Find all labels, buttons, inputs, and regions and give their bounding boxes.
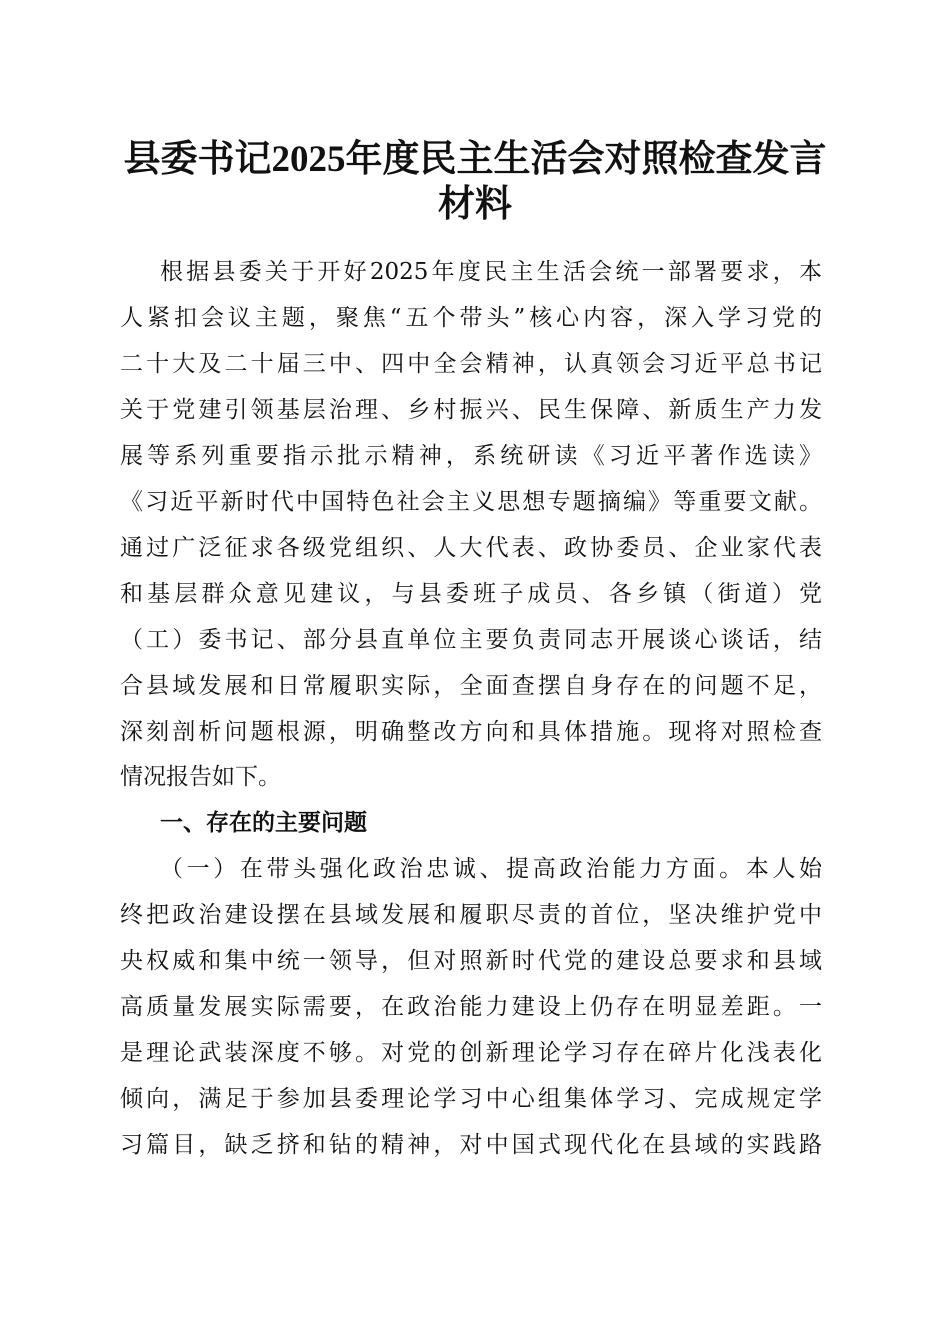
paragraph-line: 和基层群众意见建议，与县委班子成员、各乡镇（街道）党 [120, 580, 822, 607]
paragraph-line: 《习近平新时代中国特色社会主义思想专题摘编》等重要文献。 [120, 488, 822, 515]
paragraph-line: （一）在带头强化政治忠诚、提高政治能力方面。本人始 [160, 856, 822, 883]
section-heading: 一、存在的主要问题 [160, 810, 367, 837]
paragraph-line: 习篇目，缺乏挤和钻的精神，对中国式现代化在县域的实践路 [120, 1132, 822, 1159]
paragraph-line: 央权威和集中统一领导，但对照新时代党的建设总要求和县域 [120, 948, 822, 975]
paragraph-line: 二十大及二十届三中、四中全会精神，认真领会习近平总书记 [120, 350, 822, 377]
paragraph-line: 是理论武装深度不够。对党的创新理论学习存在碎片化浅表化 [120, 1040, 822, 1067]
paragraph-line: 展等系列重要指示批示精神，系统研读《习近平著作选读》 [120, 442, 822, 469]
document-title-line-2: 材料 [438, 184, 512, 225]
paragraph-line: 人紧扣会议主题，聚焦“五个带头”核心内容，深入学习党的 [120, 304, 822, 331]
paragraph-line: 合县域发展和日常履职实际，全面查摆自身存在的问题不足， [120, 672, 822, 699]
paragraph-line: 终把政治建设摆在县域发展和履职尽责的首位，坚决维护党中 [120, 902, 822, 929]
document-title-line-1: 县委书记2025年度民主生活会对照检查发言 [123, 139, 827, 180]
paragraph-line: 根据县委关于开好2025年度民主生活会统一部署要求，本 [160, 259, 822, 285]
paragraph-line: 通过广泛征求各级党组织、人大代表、政协委员、企业家代表 [120, 534, 822, 561]
paragraph-line: 关于党建引领基层治理、乡村振兴、民生保障、新质生产力发 [120, 396, 822, 423]
paragraph-line: 情况报告如下。 [120, 764, 281, 791]
paragraph-line: 倾向，满足于参加县委理论学习中心组集体学习、完成规定学 [120, 1086, 822, 1113]
paragraph-line: 高质量发展实际需要，在政治能力建设上仍存在明显差距。一 [120, 994, 822, 1021]
paragraph-line: （工）委书记、部分县直单位主要负责同志开展谈心谈话，结 [120, 626, 822, 653]
paragraph-line: 深刻剖析问题根源，明确整改方向和具体措施。现将对照检查 [120, 718, 822, 745]
